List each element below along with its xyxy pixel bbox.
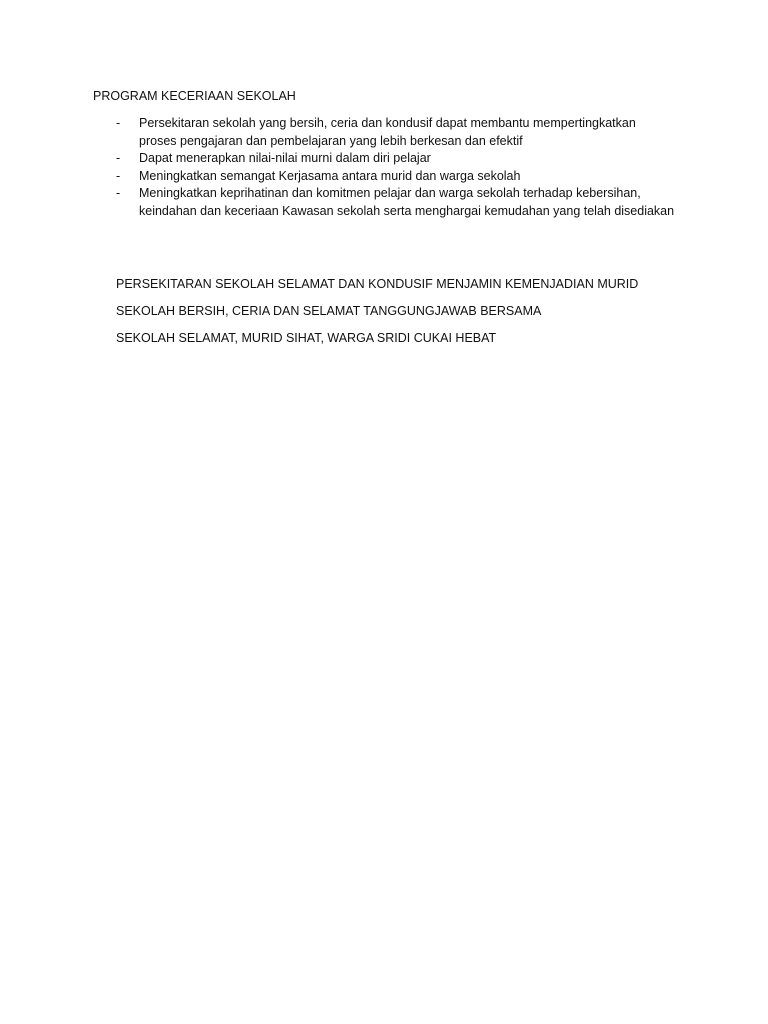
slogan-line: SEKOLAH BERSIH, CERIA DAN SELAMAT TANGGUNGJAWAB BERSAMA	[116, 304, 542, 318]
bullet-dash: -	[116, 168, 121, 183]
list-item	[116, 168, 676, 186]
list-item	[116, 115, 676, 150]
bullet-dash: -	[116, 116, 121, 130]
list-item-text: Meningkatkan semangat Kerjasama antara murid dan warga sekolah	[139, 168, 521, 183]
list-item	[116, 185, 676, 220]
objectives-list	[116, 115, 676, 220]
slogan-line: SEKOLAH SELAMAT, MURID SIHAT, WARGA SRIDI CUKAI HEBAT	[116, 331, 497, 345]
list-item	[116, 150, 676, 168]
document-title: PROGRAM KECERIAAN SEKOLAH	[93, 89, 296, 103]
list-item-text: Dapat menerapkan nilai-nilai murni dalam diri pelajar	[139, 151, 431, 165]
list-item-text: Meningkatkan keprihatinan dan komitmen pelajar dan warga sekolah terhadap kebersihan, keindahan dan keceriaan Kawasan sekolah serta menghargai kemudahan yang telah disediakan	[139, 186, 675, 218]
bullet-dash: -	[116, 186, 121, 200]
bullet-dash: -	[116, 151, 121, 165]
list-item-text: Persekitaran sekolah yang bersih, ceria dan kondusif dapat membantu mempertingkatkan proses pengajaran dan pembelajaran yang lebih berkesan dan efektif	[139, 116, 636, 148]
slogan-line: PERSEKITARAN SEKOLAH SELAMAT DAN KONDUSIF MENJAMIN KEMENJADIAN MURID	[116, 277, 639, 291]
